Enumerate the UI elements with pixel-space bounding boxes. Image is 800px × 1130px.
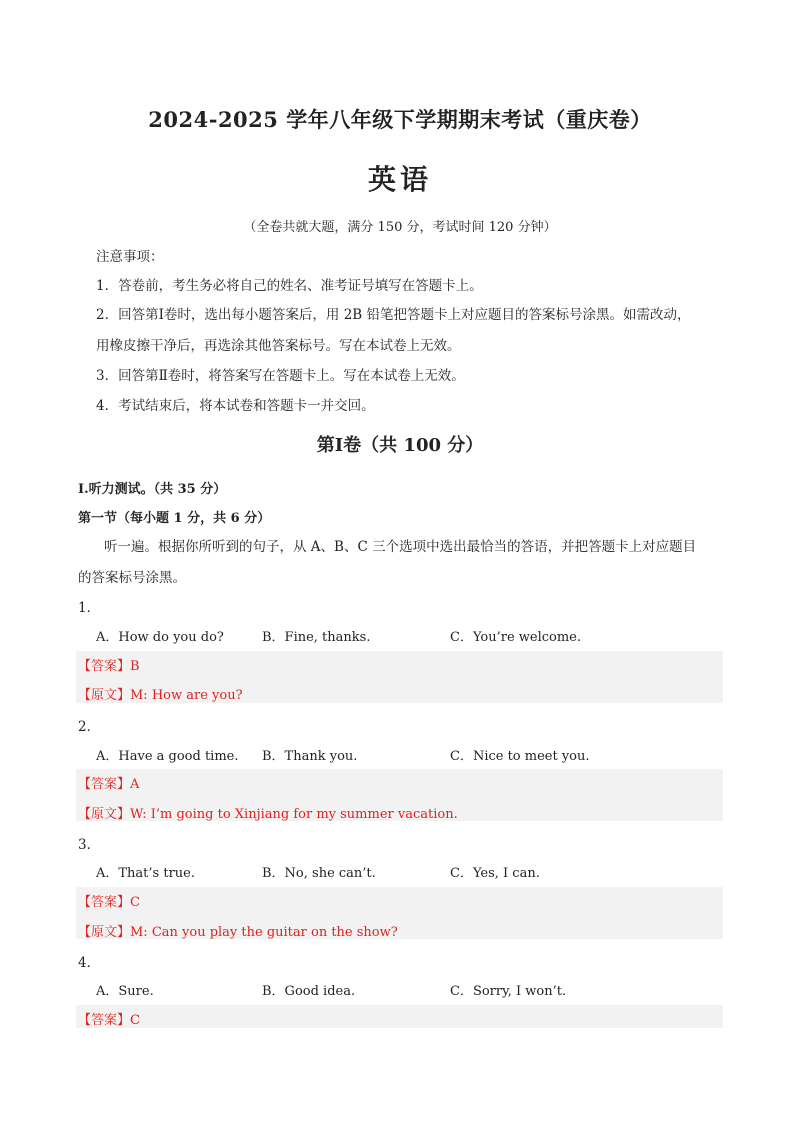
instruction-text: 听一遍。根据你所听到的句子，从 A、B、C 三个选项中选出最恰当的答语，并把答题卡上对应题目 — [104, 539, 697, 555]
option-a: A．Sure. — [96, 984, 154, 999]
option-c: C．Yes, I can. — [450, 866, 540, 881]
question-number: 4． — [78, 955, 101, 971]
option-a: A．That’s true. — [96, 866, 195, 881]
note-item: 1．答卷前，考生务必将自己的姓名、准考证号填写在答题卡上。 — [96, 278, 483, 294]
note-item: 4．考试结束后，将本试卷和答题卡一并交回。 — [96, 398, 375, 414]
option-c: C．Nice to meet you. — [450, 749, 590, 764]
question-number: 3． — [78, 837, 101, 853]
option-b: B．No, she can’t. — [262, 866, 376, 881]
script-text: 【原文】M: Can you play the guitar on the show? — [78, 925, 398, 940]
option-c: C．You’re welcome. — [450, 630, 582, 645]
option-c: C．Sorry, I won’t. — [450, 984, 567, 999]
script-text: 【原文】W: I’m going to Xinjiang for my summer vacation. — [78, 807, 458, 822]
note-item-continued: 用橡皮擦干净后，再选涂其他答案标号。写在本试卷上无效。 — [96, 338, 461, 354]
question-number: 2． — [78, 719, 101, 735]
section-title: 第Ⅰ卷（共 100 分） — [316, 435, 484, 456]
exam-title: 2024-2025 学年八年级下学期期末考试（重庆卷） — [148, 107, 652, 132]
script-text: 【原文】M: How are you? — [78, 688, 243, 703]
option-a: A．How do you do? — [96, 630, 224, 645]
part-title: I.听力测试。（共 35 分） — [78, 482, 227, 497]
answer-text: 【答案】B — [78, 659, 140, 674]
option-b: B．Good idea. — [262, 984, 356, 999]
option-b: B．Thank you. — [262, 749, 358, 764]
sub-section-title: 第一节（每小题 1 分，共 6 分） — [78, 511, 271, 526]
question-number: 1． — [78, 600, 101, 616]
answer-box — [76, 1005, 723, 1028]
note-item: 2．回答第Ⅰ卷时，选出每小题答案后，用 2B 铅笔把答题卡上对应题目的答案标号涂黑。如需改动， — [96, 307, 691, 323]
notes-heading: 注意事项： — [96, 249, 164, 265]
option-b: B．Fine, thanks. — [262, 630, 371, 645]
instruction-text-continued: 的答案标号涂黑。 — [78, 570, 186, 586]
answer-text: 【答案】C — [78, 1013, 140, 1028]
option-a: A．Have a good time. — [96, 749, 239, 764]
note-item: 3．回答第Ⅱ卷时，将答案写在答题卡上。写在本试卷上无效。 — [96, 368, 465, 384]
exam-info: （全卷共就大题，满分 150 分，考试时间 120 分钟） — [243, 220, 557, 235]
subject-title: 英语 — [367, 163, 432, 196]
answer-text: 【答案】C — [78, 895, 140, 910]
answer-text: 【答案】A — [78, 777, 140, 792]
